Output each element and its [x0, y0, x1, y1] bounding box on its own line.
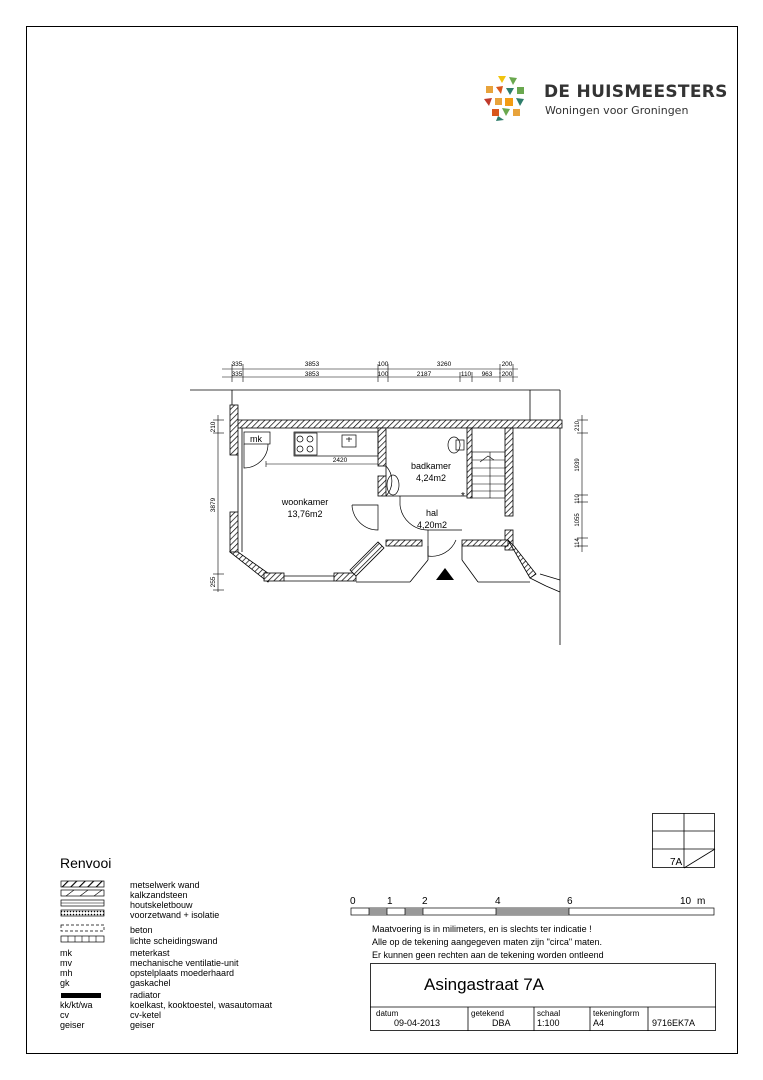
room-badkamer-name: badkamer	[410, 461, 452, 471]
room-hal-area: 4,20m2	[416, 520, 448, 530]
legend-item	[60, 1010, 320, 1020]
logo-subtitle: Woningen voor Groningen	[545, 104, 689, 117]
legend-item-code: mh	[60, 968, 73, 978]
tekeningform-value: A4	[593, 1018, 605, 1028]
legend-symbols	[60, 880, 106, 1010]
right-dimension-labels	[575, 420, 581, 547]
dim-right-2: 1939	[575, 458, 581, 472]
dim-right-5: 114	[575, 538, 581, 548]
scale-unit: m	[697, 896, 706, 907]
legend-item-code: cv	[60, 1010, 69, 1020]
legend-item-description: cv-ketel	[130, 1010, 162, 1020]
legend-item-code: mv	[60, 958, 72, 968]
inner-dimension-line	[266, 461, 378, 467]
scale-label-0: 0	[350, 896, 356, 907]
drawing-code: 9716EK7A	[652, 1018, 696, 1028]
cv-asterisk-icon: *	[461, 491, 465, 502]
floor-index-label: 7A	[670, 857, 683, 868]
mk-label: mk	[250, 434, 262, 444]
room-badkamer-area: 4,24m2	[415, 473, 447, 483]
legend-item-description: houtskeletbouw	[130, 900, 193, 910]
legend-item-code: mk	[60, 948, 72, 958]
legend-item-description: voorzetwand + isolatie	[130, 910, 220, 920]
note-3: Er kunnen geen rechten aan de tekening worden ontleend	[372, 950, 604, 960]
title-address: Asingastraat 7A	[424, 975, 545, 994]
getekend-value: DBA	[492, 1018, 511, 1028]
scale-label-2: 2	[422, 896, 428, 907]
scale-label-6: 6	[567, 896, 573, 907]
schaal-value: 1:100	[537, 1018, 560, 1028]
room-woonkamer-name: woonkamer	[281, 497, 329, 507]
legend-item-description: lichte scheidingswand	[130, 936, 218, 946]
getekend-label: getekend	[471, 1009, 504, 1018]
legend-item-code: gk	[60, 978, 70, 988]
symbol-radiator	[61, 993, 101, 998]
right-dimension-lines	[577, 415, 588, 552]
legend-item-description: meterkast	[130, 948, 170, 958]
entrance-arrow-icon	[436, 568, 454, 580]
dim-top2-5: 110	[460, 371, 472, 378]
symbol-beton	[61, 925, 104, 931]
stairs	[472, 452, 505, 498]
dim-top2-4: 2187	[416, 371, 432, 378]
dim-top-3: 100	[377, 361, 389, 368]
dim-top2-7: 200	[501, 371, 513, 378]
legend-item-description: opstelplaats moederhaard	[130, 968, 235, 978]
scale-label-10: 10	[680, 896, 692, 907]
room-hal-name: hal	[425, 508, 439, 518]
dim-top2-2: 3853	[304, 371, 320, 378]
legend-item-description: metselwerk wand	[130, 880, 200, 890]
top-dimension-labels	[232, 361, 513, 378]
dim-left-3: 255	[210, 576, 217, 588]
legend-item-description: geiser	[130, 1020, 155, 1030]
symbol-voorzetwand	[61, 910, 104, 916]
dim-top-4: 3260	[436, 361, 452, 368]
kitchen-counter	[294, 432, 378, 456]
legend-item-description: koelkast, kooktoestel, wasautomaat	[130, 1000, 273, 1010]
room-woonkamer-area: 13,76m2	[287, 509, 323, 519]
dim-top-1: 335	[231, 361, 243, 368]
tekeningform-label: tekeningform	[593, 1009, 640, 1018]
dim-top2-1: 335	[231, 371, 243, 378]
dim-inner: 2420	[332, 457, 348, 464]
legend-item-description: kalkzandsteen	[130, 890, 188, 900]
dim-top2-3: 100	[377, 371, 389, 378]
dim-top-5: 200	[501, 361, 513, 368]
legend-item	[60, 1020, 320, 1030]
legend-item-code: geiser	[60, 1020, 85, 1030]
logo-title: DE HUISMEESTERS	[544, 82, 728, 102]
title-block	[370, 963, 718, 1033]
note-1: Maatvoering is in milimeters, en is slechts ter indicatie !	[372, 924, 592, 934]
left-dimension-labels	[210, 421, 217, 587]
legend-item-code: kk/kt/wa	[60, 1000, 93, 1010]
dim-top-2: 3853	[304, 361, 320, 368]
legend-item-description: mechanische ventilatie-unit	[130, 958, 239, 968]
datum-value: 09-04-2013	[394, 1018, 441, 1028]
symbol-metselwerk	[61, 881, 104, 887]
legend-item-description: beton	[130, 925, 153, 935]
legend-item-description: radiator	[130, 990, 161, 1000]
symbol-lichte-scheidingswand	[61, 936, 104, 942]
legend-item-description: gaskachel	[130, 978, 171, 988]
scale-label-1: 1	[387, 896, 393, 907]
dim-right-3: 110	[575, 494, 581, 504]
top-dimension-lines	[222, 364, 518, 382]
note-2: Alle op de tekening aangegeven maten zijn "circa" maten.	[372, 937, 603, 947]
dim-left-1: 210	[210, 421, 217, 433]
dim-top2-6: 963	[481, 371, 493, 378]
dim-right-4: 1055	[575, 513, 581, 527]
scale-label-4: 4	[495, 896, 501, 907]
scale-bar	[348, 893, 720, 919]
dim-left-2: 3879	[210, 497, 217, 513]
floor-index-box	[652, 813, 716, 869]
dim-right-1: 210	[575, 420, 581, 432]
room-labels	[281, 461, 451, 530]
schaal-label: schaal	[537, 1009, 561, 1018]
renvooi-title: Renvooi	[60, 855, 112, 871]
datum-label: datum	[376, 1009, 399, 1018]
